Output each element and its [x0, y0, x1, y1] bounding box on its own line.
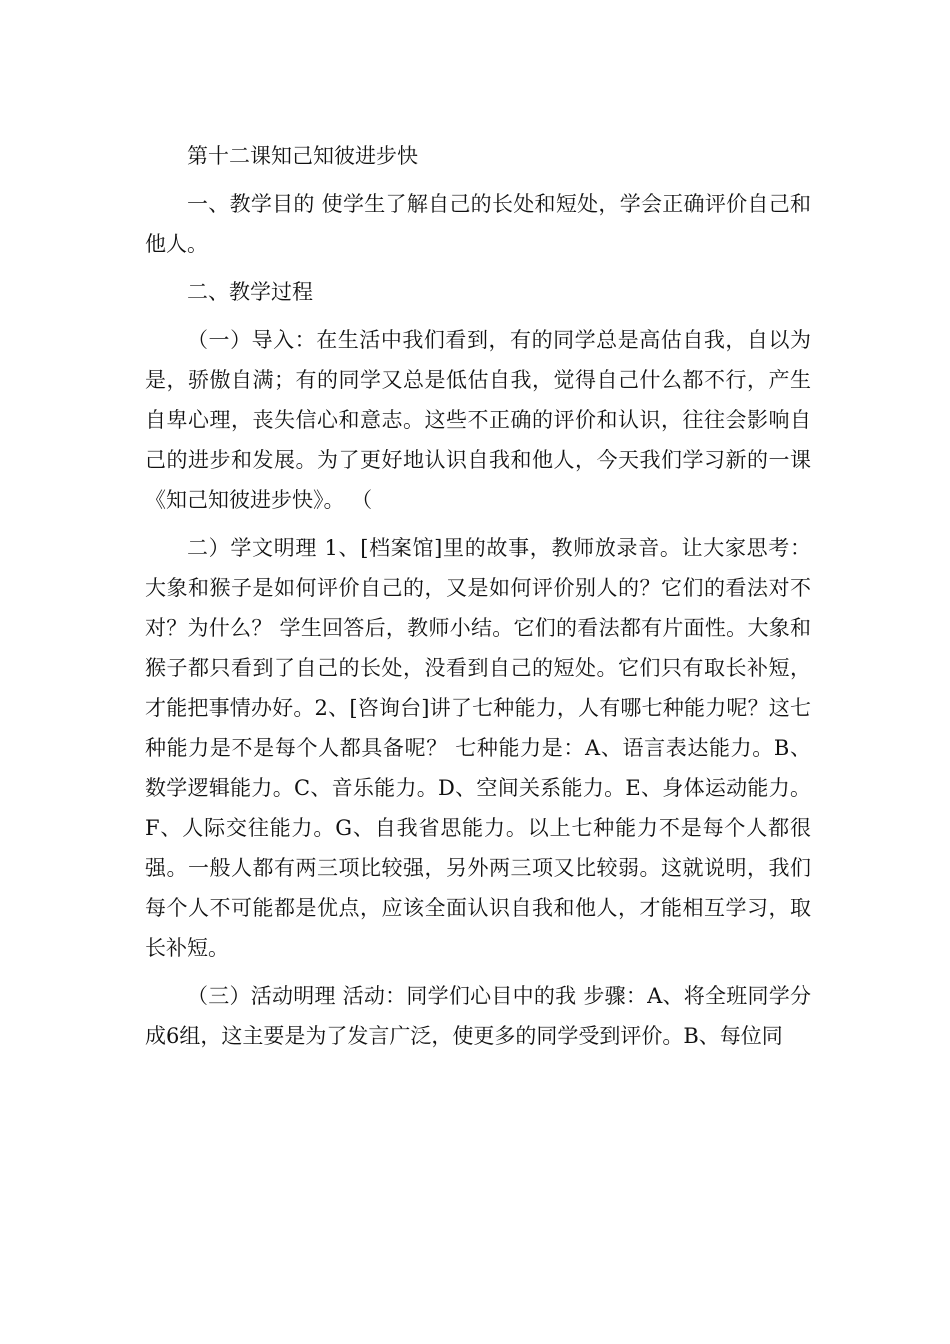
- lesson-title: 第十二课知己知彼进步快: [187, 144, 418, 168]
- paragraph-teaching-process-heading: 二、教学过程: [187, 280, 313, 304]
- paragraph-introduction: （一）导入：在生活中我们看到，有的同学总是高估自我，自以为是，骄傲自满；有的同学又总是低估自我，觉得自己什么都不行，产生自卑心理，丧失信心和意志。这些不正确的评价和认识，往往会影响自己的进步和发展。为了更好地认识自我和他人，今天我们学习新的一课《知己知彼进步快》。 （: [145, 328, 811, 512]
- paragraph-activity: （三）活动明理 活动：同学们心目中的我 步骤：A、将全班同学分成6组，这主要是为了发言广泛，使更多的同学受到评价。B、每位同: [145, 984, 811, 1048]
- paragraph-study-text: 二）学文明理 1、[档案馆]里的故事，教师放录音。让大家思考：大象和猴子是如何评价自己的，又是如何评价别人的？它们的看法对不对？为什么？ 学生回答后，教师小结。它们的看法都有片面性。大象和猴子都只看到了自己的长处，没看到自己的短处。它们只有取长补短，才能把事情办好。2、[咨询台]讲了七种能力，人有哪七种能力呢？这七种能力是不是每个人都具备呢？ 七种能力是：A、语言表达能力。B、数学逻辑能力。C、音乐能力。D、空间关系能力。E、身体运动能力。F、人际交往能力。G、自我省思能力。以上七种能力不是每个人都很强。一般人都有两三项比较强，另外两三项又比较弱。这就说明，我们每个人不可能都是优点，应该全面认识自我和他人，才能相互学习，取长补短。: [145, 536, 811, 960]
- paragraph-teaching-goal: 一、教学目的 使学生了解自己的长处和短处，学会正确评价自己和他人。: [145, 192, 811, 256]
- document-body: [145, 136, 811, 1064]
